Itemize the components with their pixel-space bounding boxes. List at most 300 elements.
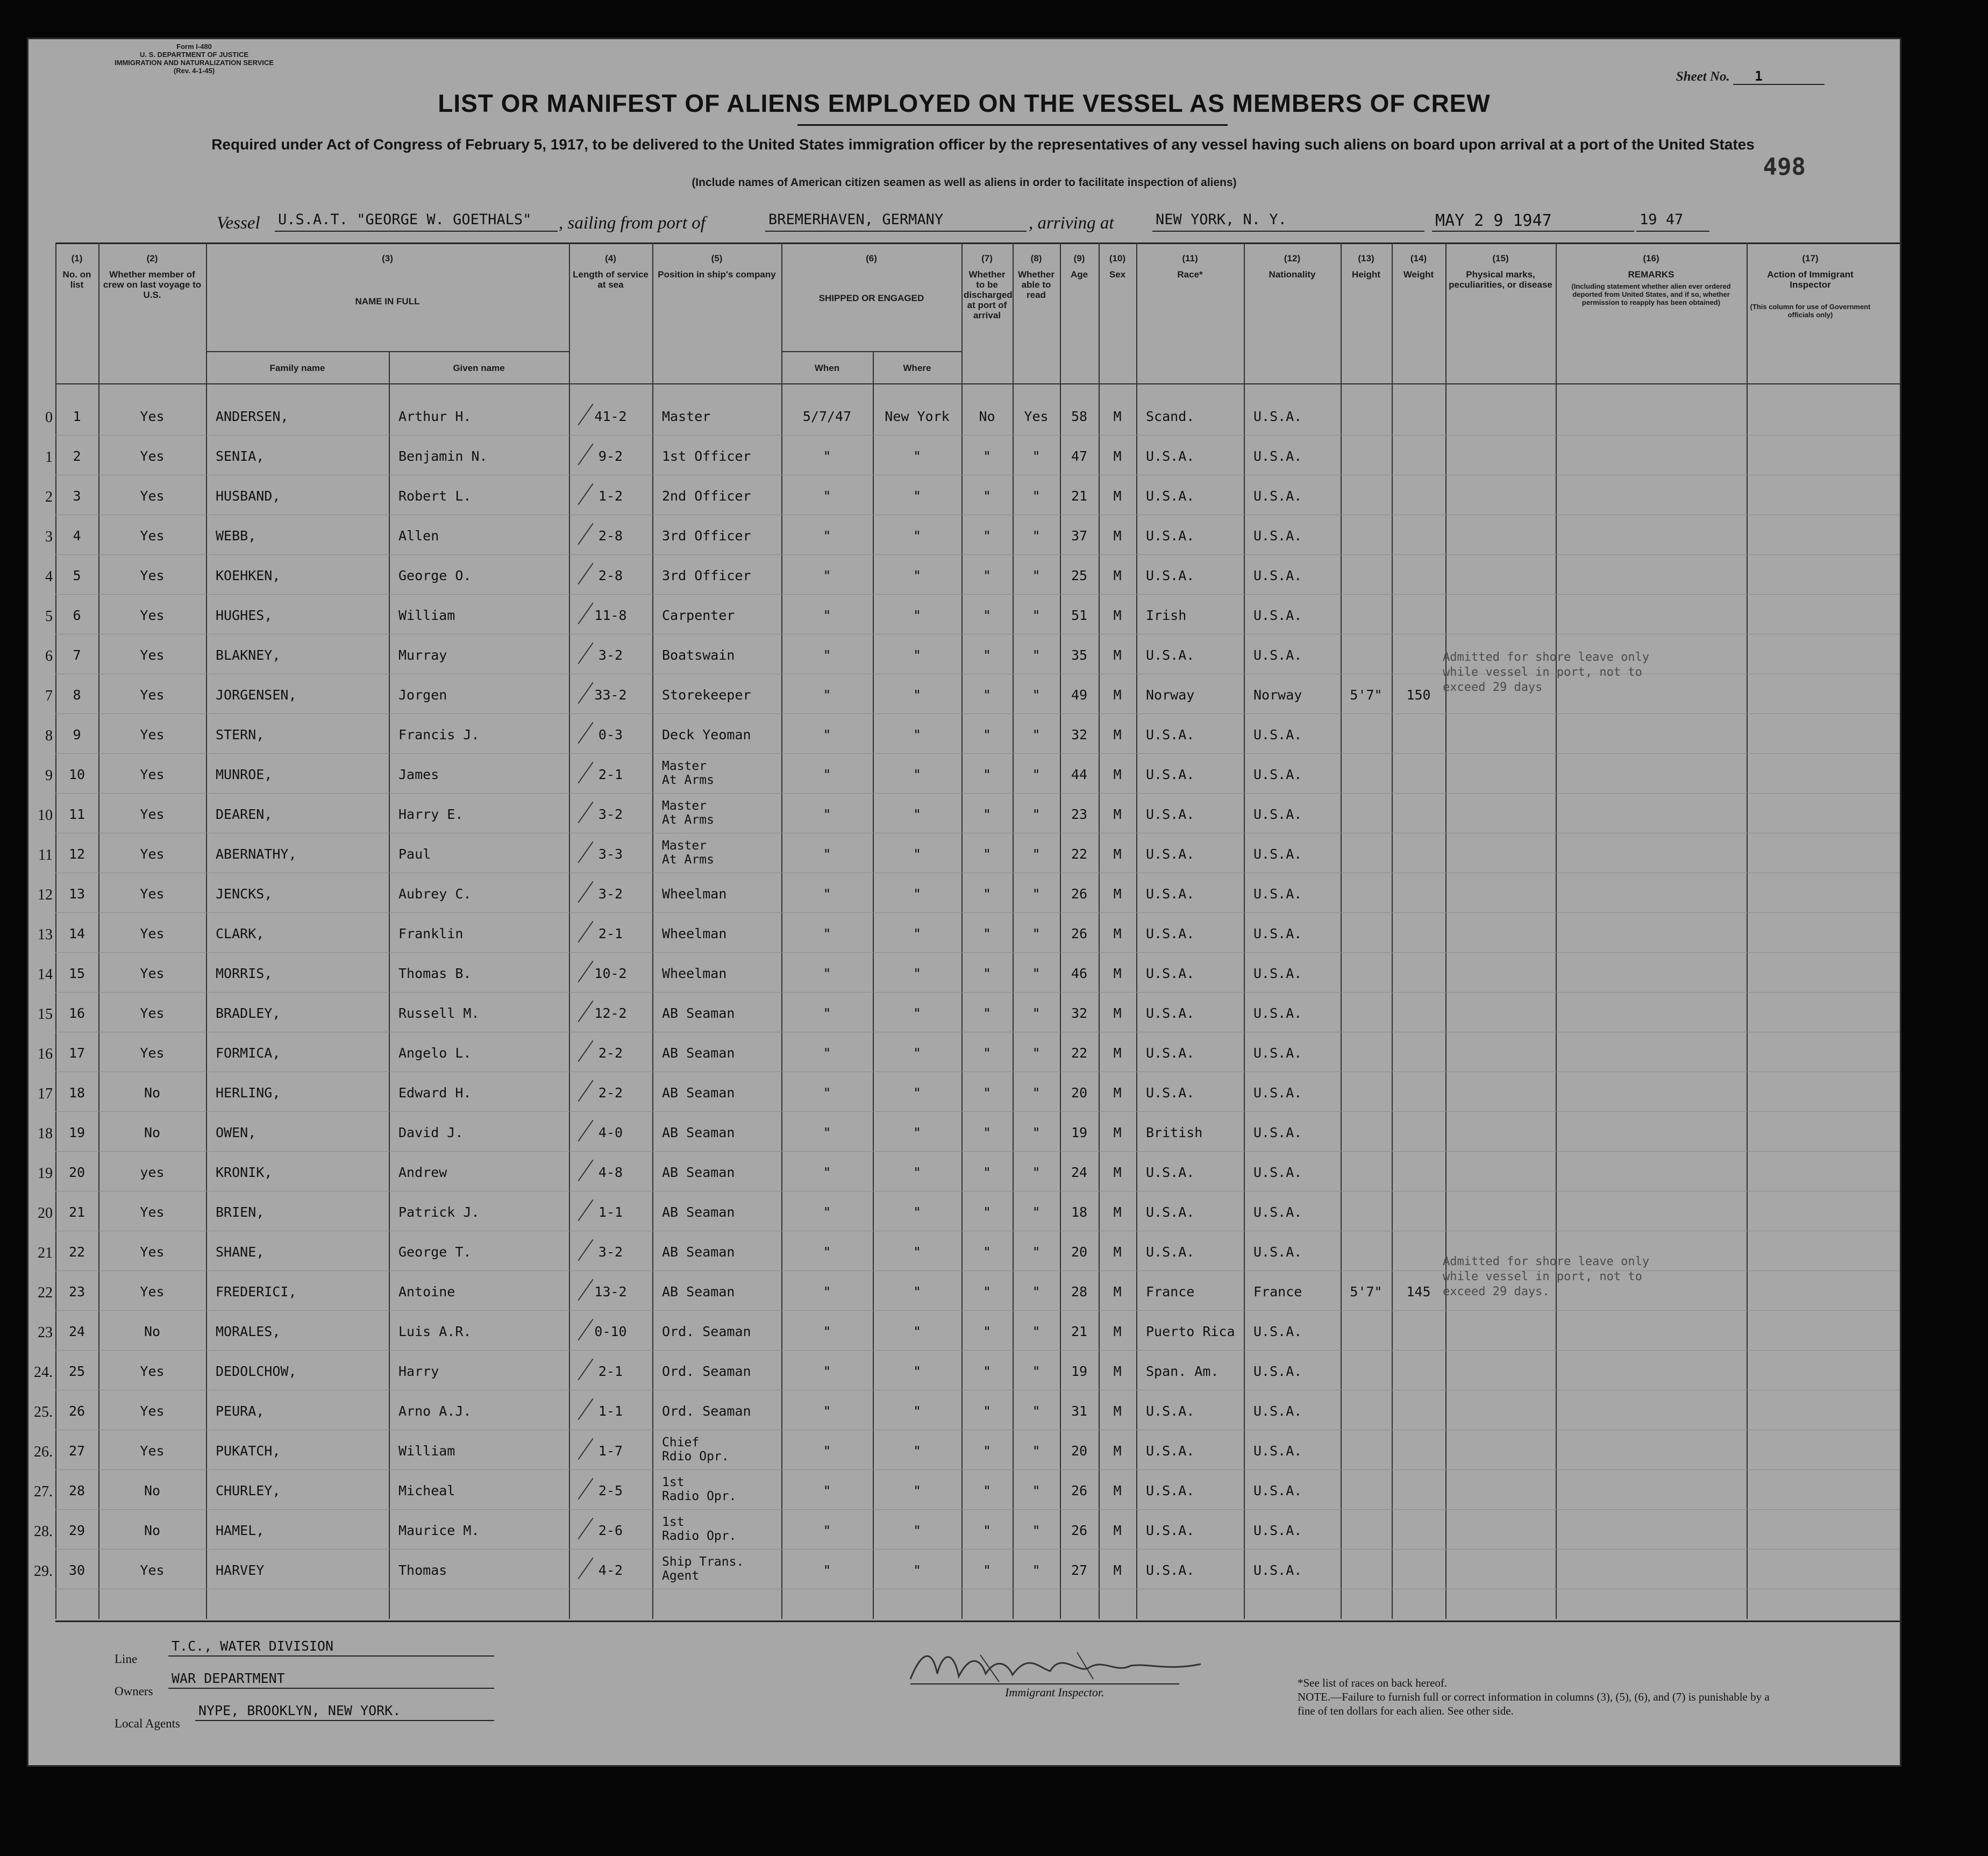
row-rule	[55, 713, 1901, 714]
cell-read: "	[1032, 1443, 1041, 1459]
position-line-1: Chief	[662, 1436, 700, 1450]
cell-when: "	[823, 1045, 831, 1061]
cell-where: "	[913, 1324, 922, 1339]
cell-disch: "	[982, 1045, 992, 1061]
cell-family: KOEHKEN,	[216, 568, 281, 583]
column-header-c9: Age	[1070, 269, 1088, 280]
cell-given: Robert L.	[398, 488, 472, 504]
cell-sex: M	[1113, 727, 1122, 743]
cell-no: 30	[68, 1562, 85, 1578]
cell-nat: U.S.A.	[1253, 1125, 1302, 1140]
cell-when: "	[823, 1244, 831, 1260]
cell-age: 25	[1071, 568, 1088, 583]
column-number: (2)	[146, 253, 158, 263]
cell-given: Russell M.	[398, 1005, 480, 1021]
column-divider	[1747, 242, 1748, 1619]
position: 2nd Officer	[662, 488, 751, 504]
cell-family: BRADLEY,	[216, 1005, 281, 1021]
cell-sex: M	[1113, 886, 1122, 902]
cell-when: "	[823, 1562, 831, 1578]
cell-age: 46	[1071, 966, 1088, 981]
cell-where: "	[913, 846, 922, 862]
cell-where: "	[913, 1562, 922, 1578]
row-index: 25.	[34, 1404, 53, 1420]
cell-disch: "	[982, 846, 992, 862]
cell-disch: "	[982, 727, 992, 743]
position: Storekeeper	[662, 687, 751, 703]
cell-sex: M	[1113, 448, 1122, 464]
cell-prev: No	[144, 1324, 161, 1339]
cell-when: "	[823, 1165, 831, 1180]
cell-family: HARVEY	[216, 1562, 265, 1578]
position-line-2: Radio Opr.	[662, 1489, 737, 1503]
cell-service: 2-5	[598, 1483, 623, 1498]
cell-race: U.S.A.	[1146, 568, 1195, 583]
arrival-year: 19 47	[1636, 211, 1709, 232]
cell-read: "	[1032, 1204, 1041, 1220]
cell-where: "	[913, 966, 922, 981]
cell-family: WEBB,	[216, 528, 256, 544]
row-rule	[55, 1151, 1901, 1152]
cell-where: "	[913, 727, 922, 743]
cell-sex: M	[1113, 409, 1122, 424]
cell-prev: Yes	[140, 966, 165, 981]
cell-no: 28	[68, 1483, 85, 1498]
cell-family: BLAKNEY,	[216, 647, 281, 663]
cell-nat: U.S.A.	[1253, 647, 1302, 663]
cell-service: 2-8	[598, 568, 623, 583]
position: Ord. Seaman	[662, 1364, 751, 1379]
cell-age: 20	[1071, 1085, 1088, 1101]
cell-where: "	[913, 608, 922, 623]
remark-frederici	[1443, 1254, 1649, 1300]
remark-jorgensen	[1443, 650, 1649, 695]
cell-sex: M	[1113, 1364, 1122, 1379]
cell-nat: U.S.A.	[1253, 409, 1302, 424]
from-port: BREMERHAVEN, GERMANY	[765, 211, 1027, 232]
position-line-1: Ship Trans.	[662, 1555, 744, 1569]
row-index: 2	[45, 489, 53, 505]
column-number: (13)	[1358, 253, 1374, 263]
cell-no: 7	[73, 647, 81, 663]
cell-when: "	[823, 1523, 831, 1538]
cell-read: "	[1032, 1045, 1041, 1061]
cell-age: 49	[1071, 687, 1088, 703]
cell-service: 12-2	[594, 1005, 627, 1021]
cell-age: 26	[1071, 926, 1088, 941]
cell-race: U.S.A.	[1146, 966, 1195, 981]
cell-no: 13	[68, 886, 85, 902]
cell-race: U.S.A.	[1146, 1244, 1195, 1260]
cell-prev: Yes	[140, 608, 165, 623]
cell-given: William	[398, 1443, 455, 1459]
cell-sex: M	[1113, 1244, 1122, 1260]
cell-prev: Yes	[140, 767, 165, 782]
cell-nat: U.S.A.	[1253, 767, 1302, 782]
position-line-1: Master	[662, 799, 707, 813]
cell-height: 5'7"	[1350, 1284, 1383, 1300]
cell-where: "	[913, 1403, 922, 1419]
cell-when: "	[823, 1364, 831, 1379]
cell-prev: Yes	[140, 1244, 165, 1260]
cell-service: 2-8	[598, 528, 623, 544]
cell-no: 16	[68, 1005, 85, 1021]
cell-given: Thomas B.	[398, 966, 472, 981]
cell-service: 1-1	[598, 1204, 623, 1220]
cell-disch: "	[982, 806, 992, 822]
cell-where: "	[913, 1005, 922, 1021]
cell-nat: U.S.A.	[1253, 1005, 1302, 1021]
cell-age: 44	[1071, 767, 1088, 782]
cell-disch: "	[982, 1562, 992, 1578]
position-line-1: Master	[662, 839, 707, 853]
line-value: T.C., WATER DIVISION	[168, 1638, 494, 1657]
column-header-c17: Action of Immigrant Inspector	[1767, 269, 1854, 290]
cell-when: "	[823, 1125, 831, 1140]
cell-sex: M	[1113, 806, 1122, 822]
cell-no: 20	[68, 1165, 85, 1180]
row-index: 18	[38, 1125, 53, 1142]
cell-family: JORGENSEN,	[216, 687, 297, 703]
cell-where: "	[913, 1085, 922, 1101]
cell-disch: "	[982, 966, 992, 981]
inspector-signature	[900, 1641, 1233, 1690]
cell-given: Andrew	[398, 1165, 447, 1180]
row-rule	[55, 992, 1901, 993]
cell-race: U.S.A.	[1146, 1562, 1195, 1578]
column-header-given: Given name	[453, 363, 505, 373]
row-index: 0	[45, 409, 53, 426]
row-rule	[55, 753, 1901, 754]
cell-given: Thomas	[398, 1562, 447, 1578]
row-rule	[55, 1509, 1901, 1510]
cell-race: U.S.A.	[1146, 1443, 1195, 1459]
cell-where: "	[913, 1443, 922, 1459]
cell-disch: "	[982, 1244, 992, 1260]
form-dept: U. S. DEPARTMENT OF JUSTICE	[140, 51, 249, 59]
cell-prev: Yes	[140, 806, 165, 822]
column-number: (7)	[981, 253, 993, 263]
cell-race: U.S.A.	[1146, 1483, 1195, 1498]
row-index: 3	[45, 529, 53, 545]
position-line-2: At Arms	[662, 813, 714, 827]
cell-sex: M	[1113, 1085, 1122, 1101]
position: Ord. Seaman	[662, 1403, 751, 1419]
column-header-c13: Height	[1352, 269, 1380, 280]
column-number: (15)	[1492, 253, 1509, 263]
cell-age: 28	[1071, 1284, 1088, 1300]
position: Master	[662, 409, 711, 424]
cell-no: 21	[68, 1204, 85, 1220]
row-index: 6	[45, 648, 53, 665]
cell-family: ANDERSEN,	[216, 409, 289, 424]
cell-sex: M	[1113, 568, 1122, 583]
position: Wheelman	[662, 926, 727, 941]
cell-weight: 150	[1406, 687, 1431, 703]
arriving-label: , arriving at	[1029, 213, 1114, 233]
arriving-port: NEW YORK, N. Y.	[1152, 211, 1424, 232]
sheet-number-field	[1676, 68, 1825, 85]
cell-disch: No	[979, 409, 995, 424]
cell-when: "	[823, 1204, 831, 1220]
cell-where: "	[913, 647, 922, 663]
footer-notes	[1298, 1676, 1782, 1718]
cell-given: Antoine	[398, 1284, 455, 1300]
row-index: 24.	[34, 1364, 53, 1381]
cell-when: "	[823, 528, 831, 544]
cell-nat: U.S.A.	[1253, 568, 1302, 583]
cell-service: 3-2	[598, 886, 623, 902]
cell-read: "	[1032, 886, 1041, 902]
cell-prev: Yes	[140, 1443, 165, 1459]
cell-given: James	[398, 767, 439, 782]
cell-no: 14	[68, 926, 85, 941]
cell-given: George T.	[398, 1244, 472, 1260]
title-underline	[797, 124, 1228, 126]
cell-family: CLARK,	[216, 926, 265, 941]
cell-service: 2-1	[598, 926, 623, 941]
cell-where: "	[913, 926, 922, 941]
row-index: 21	[38, 1245, 53, 1261]
cell-race: U.S.A.	[1146, 926, 1195, 941]
row-rule	[55, 912, 1901, 913]
vessel-line	[217, 211, 1830, 236]
position: Ord. Seaman	[662, 1324, 751, 1339]
cell-family: STERN,	[216, 727, 265, 743]
row-index: 27.	[34, 1483, 53, 1500]
cell-age: 21	[1071, 1324, 1088, 1339]
cell-sex: M	[1113, 1045, 1122, 1061]
cell-prev: Yes	[140, 1284, 165, 1300]
position: 3rd Officer	[662, 528, 751, 544]
cell-no: 6	[73, 608, 81, 623]
cell-age: 58	[1071, 409, 1088, 424]
cell-prev: Yes	[140, 886, 165, 902]
column-number: (11)	[1182, 253, 1198, 263]
position: AB Seaman	[662, 1165, 735, 1180]
cell-read: "	[1032, 1324, 1041, 1339]
cell-nat: U.S.A.	[1253, 966, 1302, 981]
cell-given: David J.	[398, 1125, 464, 1140]
column-header-c14: Weight	[1403, 269, 1434, 280]
cell-prev: Yes	[140, 1045, 165, 1061]
row-index: 13	[38, 926, 53, 943]
position-line-1: Master	[662, 759, 707, 773]
column-number: (12)	[1284, 253, 1301, 263]
cell-read: "	[1032, 1523, 1041, 1538]
header-bottom	[55, 383, 1901, 384]
cell-disch: "	[982, 767, 992, 782]
position: Carpenter	[662, 608, 735, 623]
cell-where: "	[913, 806, 922, 822]
column-header-c4: Length of service at sea	[573, 269, 649, 290]
cell-prev: Yes	[140, 448, 165, 464]
cell-disch: "	[982, 1523, 992, 1538]
column-header-c10: Sex	[1109, 269, 1126, 280]
cell-no: 5	[73, 568, 81, 583]
cell-prev: Yes	[140, 727, 165, 743]
row-rule	[55, 435, 1901, 436]
row-rule	[55, 1310, 1901, 1311]
row-index: 9	[45, 767, 53, 784]
cell-when: "	[823, 1483, 831, 1498]
cell-race: U.S.A.	[1146, 727, 1195, 743]
cell-nat: U.S.A.	[1253, 1244, 1302, 1260]
cell-when: "	[823, 846, 831, 862]
cell-where: "	[913, 1125, 922, 1140]
column-divider	[389, 351, 390, 1619]
cell-sex: M	[1113, 1562, 1122, 1578]
cell-disch: "	[982, 926, 992, 941]
cell-race: Scand.	[1146, 409, 1195, 424]
cell-age: 35	[1071, 647, 1088, 663]
cell-family: CHURLEY,	[216, 1483, 281, 1498]
cell-sex: M	[1113, 1204, 1122, 1220]
column-header-c1: No. on list	[62, 269, 91, 290]
column-number: (8)	[1030, 253, 1042, 263]
cell-given: Micheal	[398, 1483, 455, 1498]
column-number: (16)	[1643, 253, 1659, 263]
row-index: 22	[38, 1284, 53, 1301]
cell-nat: U.S.A.	[1253, 1483, 1302, 1498]
cell-age: 47	[1071, 448, 1088, 464]
cell-no: 27	[68, 1443, 85, 1459]
cell-family: MUNROE,	[216, 767, 273, 782]
cell-given: Benjamin N.	[398, 448, 488, 464]
cell-read: "	[1032, 488, 1041, 504]
cell-race: U.S.A.	[1146, 1204, 1195, 1220]
subtitle: Required under Act of Congress of February 5, 1917, to be delivered to the United States immigration officer by the representatives of any vessel having such aliens on board upon arrival at a port of the United States	[211, 136, 1755, 153]
cell-sex: M	[1113, 767, 1122, 782]
cell-nat: U.S.A.	[1253, 926, 1302, 941]
position: 1st Officer	[662, 448, 751, 464]
cell-sex: M	[1113, 1443, 1122, 1459]
cell-prev: Yes	[140, 528, 165, 544]
column-divider	[1244, 242, 1245, 1619]
cell-disch: "	[982, 1483, 992, 1498]
signature-line	[910, 1683, 1179, 1684]
row-index: 28.	[34, 1523, 53, 1540]
position-line-2: Radio Opr.	[662, 1529, 737, 1543]
column-number: (1)	[71, 253, 83, 263]
cell-read: "	[1032, 767, 1041, 782]
cell-disch: "	[982, 488, 992, 504]
cell-when: "	[823, 1443, 831, 1459]
cell-nat: U.S.A.	[1253, 1523, 1302, 1538]
cell-read: "	[1032, 1165, 1041, 1180]
cell-service: 11-8	[594, 608, 627, 623]
row-index: 17	[38, 1086, 53, 1102]
page-title: LIST OR MANIFEST OF ALIENS EMPLOYED ON THE VESSEL AS MEMBERS OF CREW	[438, 89, 1491, 117]
form-number: Form I-480	[176, 42, 212, 51]
cell-disch: "	[982, 1324, 992, 1339]
row-index: 8	[45, 727, 53, 744]
action-note: (This column for use of Government officials only)	[1750, 303, 1871, 319]
cell-read: "	[1032, 1005, 1041, 1021]
cell-family: JENCKS,	[216, 886, 273, 902]
cell-race: U.S.A.	[1146, 1165, 1195, 1180]
cell-race: Irish	[1146, 608, 1187, 623]
cell-when: "	[823, 886, 831, 902]
cell-race: France	[1146, 1284, 1195, 1300]
column-header-c8: Whether able to read	[1018, 269, 1054, 300]
column-number: (3)	[382, 253, 393, 263]
cell-age: 20	[1071, 1443, 1088, 1459]
remark-line: exceed 29 days.	[1443, 1285, 1550, 1298]
column-header-c5: Position in ship's company	[658, 269, 776, 280]
cell-service: 2-1	[598, 1364, 623, 1379]
sheet-label: Sheet No.	[1676, 69, 1730, 84]
arrival-date: MAY 2 9 1947	[1432, 211, 1634, 232]
cell-disch: "	[982, 1005, 992, 1021]
cell-race: Puerto Rica	[1146, 1324, 1235, 1339]
cell-given: Allen	[398, 528, 439, 544]
cell-read: "	[1032, 966, 1041, 981]
column-header-where: Where	[903, 363, 931, 373]
cell-no: 19	[68, 1125, 85, 1140]
cell-given: Paul	[398, 846, 431, 862]
cell-no: 3	[73, 488, 81, 504]
column-number: (4)	[605, 253, 616, 263]
cell-prev: Yes	[140, 1204, 165, 1220]
cell-where: "	[913, 528, 922, 544]
from-label: , sailing from port of	[559, 213, 706, 233]
cell-service: 3-2	[598, 806, 623, 822]
cell-sex: M	[1113, 1403, 1122, 1419]
cell-prev: Yes	[140, 1562, 165, 1578]
cell-race: U.S.A.	[1146, 488, 1195, 504]
cell-no: 12	[68, 846, 85, 862]
cell-age: 26	[1071, 886, 1088, 902]
cell-read: "	[1032, 568, 1041, 583]
cell-when: "	[823, 966, 831, 981]
cell-prev: No	[144, 1523, 161, 1538]
cell-no: 18	[68, 1085, 85, 1101]
cell-prev: Yes	[140, 926, 165, 941]
cell-disch: "	[982, 1403, 992, 1419]
cell-prev: Yes	[140, 647, 165, 663]
cell-service: 1-7	[598, 1443, 623, 1459]
cell-where: "	[913, 1364, 922, 1379]
cell-when: "	[823, 767, 831, 782]
column-divider	[652, 242, 653, 1619]
cell-read: "	[1032, 1244, 1041, 1260]
cell-given: Aubrey C.	[398, 886, 472, 902]
cell-family: SENIA,	[216, 448, 265, 464]
cell-service: 13-2	[594, 1284, 627, 1300]
cell-no: 9	[73, 727, 81, 743]
column-header-name: NAME IN FULL	[355, 296, 420, 306]
cell-service: 10-2	[594, 966, 627, 981]
cell-service: 4-0	[598, 1125, 623, 1140]
cell-prev: Yes	[140, 1005, 165, 1021]
cell-sex: M	[1113, 1005, 1122, 1021]
position: AB Seaman	[662, 1045, 735, 1061]
cell-race: U.S.A.	[1146, 1045, 1195, 1061]
cell-sex: M	[1113, 488, 1122, 504]
cell-sex: M	[1113, 528, 1122, 544]
cell-sex: M	[1113, 846, 1122, 862]
column-header-c12: Nationality	[1269, 269, 1316, 280]
position: Deck Yeoman	[662, 727, 751, 743]
cell-nat: U.S.A.	[1253, 886, 1302, 902]
row-rule	[55, 1549, 1901, 1550]
cell-where: "	[913, 1045, 922, 1061]
position: AB Seaman	[662, 1005, 735, 1021]
cell-age: 37	[1071, 528, 1088, 544]
position: AB Seaman	[662, 1284, 735, 1300]
position: Wheelman	[662, 966, 727, 981]
